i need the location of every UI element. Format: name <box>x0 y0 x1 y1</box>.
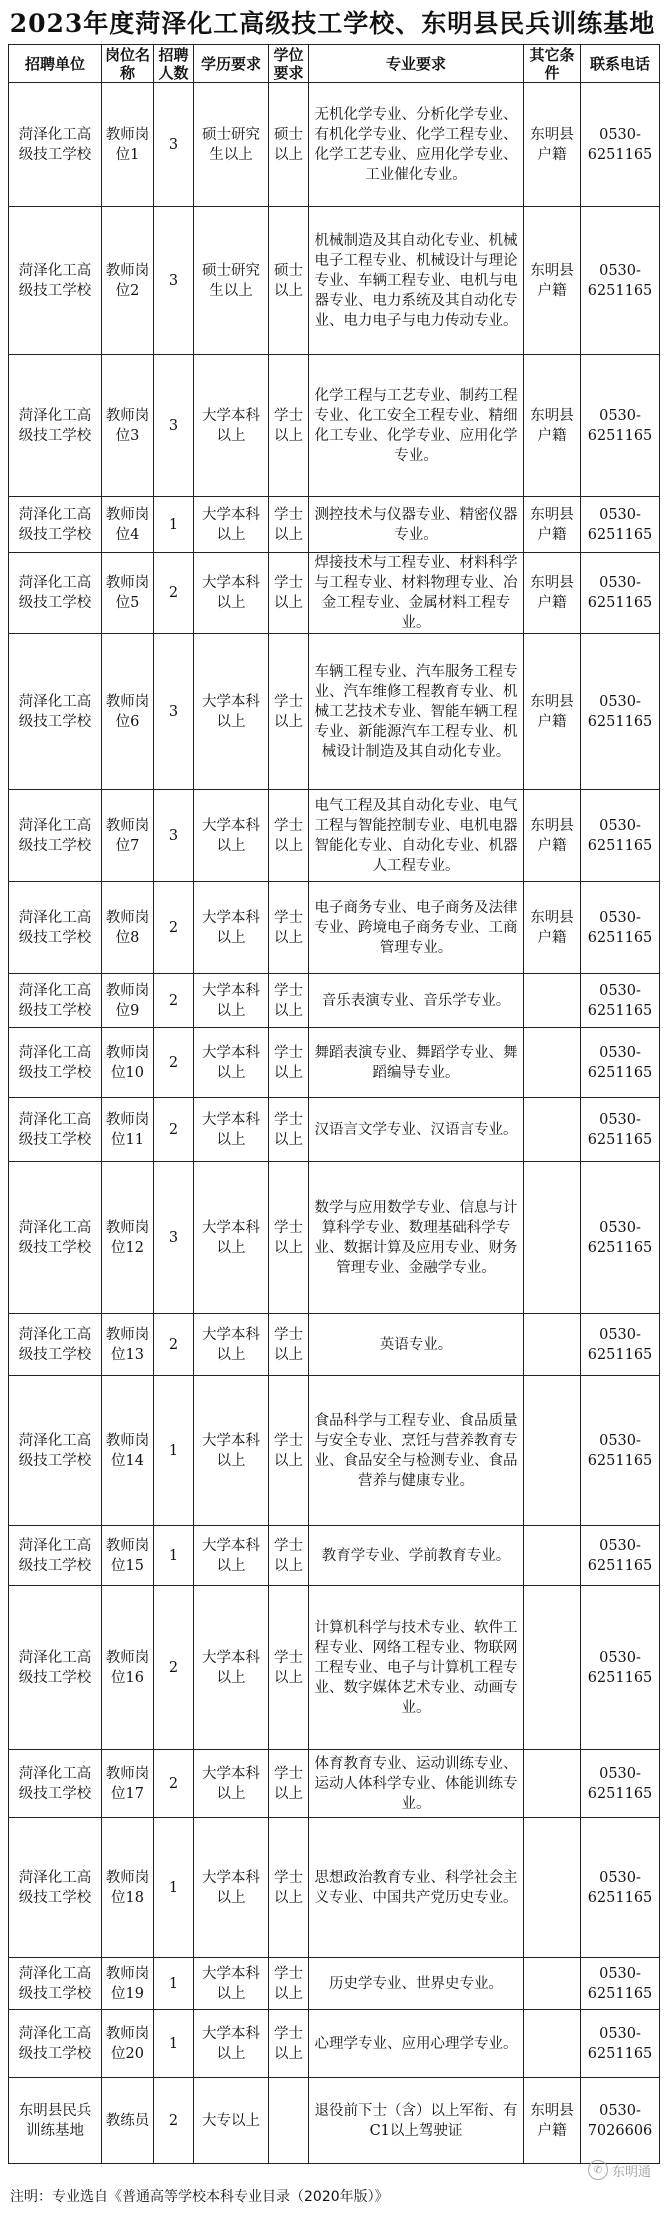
watermark <box>588 2160 651 2180</box>
header-major: 专业要求 <box>309 45 524 83</box>
cell-degree: 学士以上 <box>269 2010 309 2078</box>
cell-degree: 学士以上 <box>269 1028 309 1098</box>
cell-degree: 学士以上 <box>269 1586 309 1750</box>
cell-count: 2 <box>154 1314 194 1376</box>
cell-count: 2 <box>154 1098 194 1162</box>
cell-major: 体育教育专业、运动训练专业、运动人体科学专业、体能训练专业。 <box>309 1750 524 1818</box>
cell-major: 舞蹈表演专业、舞蹈学专业、舞蹈编导专业。 <box>309 1028 524 1098</box>
cell-edu: 大学本科以上 <box>194 1376 269 1526</box>
cell-major: 电子商务专业、电子商务及法律专业、跨境电子商务专业、工商管理专业。 <box>309 882 524 974</box>
cell-degree: 硕士以上 <box>269 207 309 355</box>
cell-post: 教师岗位18 <box>102 1818 154 1958</box>
cell-degree: 学士以上 <box>269 882 309 974</box>
cell-post: 教师岗位12 <box>102 1162 154 1314</box>
cell-major: 退役前下士（含）以上军衔、有C1以上驾驶证 <box>309 2078 524 2164</box>
cell-major: 音乐表演专业、音乐学专业。 <box>309 974 524 1028</box>
cell-post: 教师岗位7 <box>102 790 154 882</box>
cell-major: 英语专业。 <box>309 1314 524 1376</box>
cell-count: 2 <box>154 1028 194 1098</box>
cell-edu: 硕士研究生以上 <box>194 83 269 207</box>
table-row <box>9 553 660 634</box>
table-row <box>9 2010 660 2078</box>
cell-unit: 菏泽化工高级技工学校 <box>9 1162 102 1314</box>
cell-unit: 菏泽化工高级技工学校 <box>9 83 102 207</box>
cell-major: 测控技术与仪器专业、精密仪器专业。 <box>309 497 524 553</box>
table-row <box>9 790 660 882</box>
cell-count: 2 <box>154 553 194 634</box>
cell-count: 2 <box>154 882 194 974</box>
table-row <box>9 1818 660 1958</box>
cell-count: 3 <box>154 83 194 207</box>
cell-phone: 0530-6251165 <box>581 553 660 634</box>
cell-count: 1 <box>154 497 194 553</box>
cell-phone: 0530-6251165 <box>581 83 660 207</box>
cell-unit: 菏泽化工高级技工学校 <box>9 497 102 553</box>
cell-edu: 大学本科以上 <box>194 1526 269 1586</box>
cell-edu: 大专以上 <box>194 2078 269 2164</box>
cell-phone: 0530-6251165 <box>581 1818 660 1958</box>
cell-other: 东明县户籍 <box>524 553 581 634</box>
cell-degree: 学士以上 <box>269 1526 309 1586</box>
cell-other <box>524 1818 581 1958</box>
cell-other <box>524 1526 581 1586</box>
footnote: 注明：专业选自《普通高等学校本科专业目录（2020年版）》 <box>10 2189 389 2205</box>
table-row <box>9 1586 660 1750</box>
cell-unit: 菏泽化工高级技工学校 <box>9 1098 102 1162</box>
cell-edu: 大学本科以上 <box>194 790 269 882</box>
cell-degree: 学士以上 <box>269 1098 309 1162</box>
cell-edu: 大学本科以上 <box>194 2010 269 2078</box>
table-row <box>9 634 660 790</box>
header-phone: 联系电话 <box>581 45 660 83</box>
cell-degree: 学士以上 <box>269 1162 309 1314</box>
cell-unit: 菏泽化工高级技工学校 <box>9 1750 102 1818</box>
header-count: 招聘人数 <box>154 45 194 83</box>
cell-count: 3 <box>154 207 194 355</box>
table-row <box>9 882 660 974</box>
cell-phone: 0530-6251165 <box>581 882 660 974</box>
cell-edu: 硕士研究生以上 <box>194 207 269 355</box>
cell-other <box>524 1586 581 1750</box>
cell-post: 教师岗位20 <box>102 2010 154 2078</box>
cell-other <box>524 1028 581 1098</box>
cell-other: 东明县户籍 <box>524 882 581 974</box>
cell-major: 食品科学与工程专业、食品质量与安全专业、烹饪与营养教育专业、食品安全与检测专业、食品营养与健康专业。 <box>309 1376 524 1526</box>
cell-other <box>524 1376 581 1526</box>
cell-edu: 大学本科以上 <box>194 355 269 497</box>
cell-edu: 大学本科以上 <box>194 1162 269 1314</box>
cell-other <box>524 1098 581 1162</box>
cell-major: 电气工程及其自动化专业、电气工程与智能控制专业、电机电器智能化专业、自动化专业、机器人工程专业。 <box>309 790 524 882</box>
cell-post: 教师岗位9 <box>102 974 154 1028</box>
table-row <box>9 2078 660 2164</box>
cell-degree: 学士以上 <box>269 1818 309 1958</box>
cell-phone: 0530-6251165 <box>581 1314 660 1376</box>
cell-count: 1 <box>154 1376 194 1526</box>
cell-edu: 大学本科以上 <box>194 1958 269 2010</box>
cell-phone: 0530-6251165 <box>581 974 660 1028</box>
cell-post: 教师岗位19 <box>102 1958 154 2010</box>
cell-phone: 0530-6251165 <box>581 1028 660 1098</box>
cell-degree: 硕士以上 <box>269 83 309 207</box>
cell-count: 2 <box>154 974 194 1028</box>
table-row <box>9 207 660 355</box>
cell-post: 教师岗位3 <box>102 355 154 497</box>
cell-phone: 0530-6251165 <box>581 1162 660 1314</box>
cell-other <box>524 974 581 1028</box>
cell-degree: 学士以上 <box>269 974 309 1028</box>
header-degree: 学位要求 <box>269 45 309 83</box>
cell-other: 东明县户籍 <box>524 497 581 553</box>
cell-phone: 0530-6251165 <box>581 2010 660 2078</box>
cell-unit: 菏泽化工高级技工学校 <box>9 790 102 882</box>
cell-edu: 大学本科以上 <box>194 634 269 790</box>
cell-post: 教师岗位14 <box>102 1376 154 1526</box>
cell-phone: 0530-6251165 <box>581 1958 660 2010</box>
cell-phone: 0530-6251165 <box>581 1526 660 1586</box>
cell-count: 3 <box>154 790 194 882</box>
cell-post: 教师岗位15 <box>102 1526 154 1586</box>
cell-degree: 学士以上 <box>269 1314 309 1376</box>
cell-unit: 菏泽化工高级技工学校 <box>9 882 102 974</box>
cell-edu: 大学本科以上 <box>194 1314 269 1376</box>
cell-phone: 0530-6251165 <box>581 1376 660 1526</box>
cell-phone: 0530-6251165 <box>581 1750 660 1818</box>
cell-degree: 学士以上 <box>269 1958 309 2010</box>
header-post: 岗位名称 <box>102 45 154 83</box>
cell-major: 心理学专业、应用心理学专业。 <box>309 2010 524 2078</box>
page-title: 2023年度菏泽化工高级技工学校、东明县民兵训练基地 <box>9 9 656 38</box>
cell-count: 3 <box>154 355 194 497</box>
cell-edu: 大学本科以上 <box>194 882 269 974</box>
cell-count: 3 <box>154 1162 194 1314</box>
table-row <box>9 974 660 1028</box>
table-row <box>9 83 660 207</box>
cell-other: 东明县户籍 <box>524 207 581 355</box>
cell-other <box>524 1750 581 1818</box>
cell-other: 东明县户籍 <box>524 355 581 497</box>
cell-edu: 大学本科以上 <box>194 553 269 634</box>
cell-phone: 0530-6251165 <box>581 1098 660 1162</box>
cell-edu: 大学本科以上 <box>194 1750 269 1818</box>
cell-degree <box>269 2078 309 2164</box>
cell-edu: 大学本科以上 <box>194 974 269 1028</box>
cell-post: 教师岗位16 <box>102 1586 154 1750</box>
cell-edu: 大学本科以上 <box>194 1028 269 1098</box>
cell-major: 计算机科学与技术专业、软件工程专业、网络工程专业、物联网工程专业、电子与计算机工程专业、数字媒体艺术专业、动画专业。 <box>309 1586 524 1750</box>
cell-unit: 菏泽化工高级技工学校 <box>9 634 102 790</box>
cell-other: 东明县户籍 <box>524 634 581 790</box>
cell-major: 无机化学专业、分析化学专业、有机化学专业、化学工程专业、化学工艺专业、应用化学专业、工业催化专业。 <box>309 83 524 207</box>
cell-major: 车辆工程专业、汽车服务工程专业、汽车维修工程教育专业、机械工艺技术专业、智能车辆工程专业、新能源汽车工程专业、机械设计制造及其自动化专业。 <box>309 634 524 790</box>
cell-post: 教师岗位5 <box>102 553 154 634</box>
cell-other: 东明县户籍 <box>524 2078 581 2164</box>
cell-major: 数学与应用数学专业、信息与计算科学专业、数理基础科学专业、数据计算及应用专业、财务管理专业、金融学专业。 <box>309 1162 524 1314</box>
cell-post: 教师岗位17 <box>102 1750 154 1818</box>
cell-unit: 菏泽化工高级技工学校 <box>9 207 102 355</box>
cell-post: 教练员 <box>102 2078 154 2164</box>
header-edu: 学历要求 <box>194 45 269 83</box>
cell-degree: 学士以上 <box>269 790 309 882</box>
cell-unit: 菏泽化工高级技工学校 <box>9 1958 102 2010</box>
cell-count: 1 <box>154 2010 194 2078</box>
table-row <box>9 1314 660 1376</box>
cell-unit: 菏泽化工高级技工学校 <box>9 1586 102 1750</box>
table-row <box>9 1958 660 2010</box>
cell-phone: 0530-7026606 <box>581 2078 660 2164</box>
cell-unit: 菏泽化工高级技工学校 <box>9 1818 102 1958</box>
cell-phone: 0530-6251165 <box>581 1586 660 1750</box>
cell-post: 教师岗位4 <box>102 497 154 553</box>
cell-count: 2 <box>154 1586 194 1750</box>
cell-major: 思想政治教育专业、科学社会主义专业、中国共产党历史专业。 <box>309 1818 524 1958</box>
cell-other <box>524 2010 581 2078</box>
cell-count: 1 <box>154 1818 194 1958</box>
table-row <box>9 1028 660 1098</box>
cell-major: 机械制造及其自动化专业、机械电子工程专业、机械设计与理论专业、车辆工程专业、电机与电器专业、电力系统及其自动化专业、电力电子与电力传动专业。 <box>309 207 524 355</box>
watermark-text: 东明通 <box>611 2164 651 2180</box>
table-row <box>9 497 660 553</box>
header-row <box>9 45 660 83</box>
header-other: 其它条件 <box>524 45 581 83</box>
cell-other <box>524 1314 581 1376</box>
cell-edu: 大学本科以上 <box>194 1586 269 1750</box>
cell-count: 1 <box>154 1958 194 2010</box>
cell-major: 教育学专业、学前教育专业。 <box>309 1526 524 1586</box>
cell-degree: 学士以上 <box>269 634 309 790</box>
cell-post: 教师岗位10 <box>102 1028 154 1098</box>
cell-phone: 0530-6251165 <box>581 355 660 497</box>
cell-major: 汉语言文学专业、汉语言专业。 <box>309 1098 524 1162</box>
cell-degree: 学士以上 <box>269 553 309 634</box>
cell-count: 2 <box>154 1750 194 1818</box>
cell-post: 教师岗位1 <box>102 83 154 207</box>
table-row <box>9 1162 660 1314</box>
header-unit: 招聘单位 <box>9 45 102 83</box>
cell-phone: 0530-6251165 <box>581 790 660 882</box>
cell-edu: 大学本科以上 <box>194 497 269 553</box>
cell-other: 东明县户籍 <box>524 790 581 882</box>
table-row <box>9 1526 660 1586</box>
cell-other: 东明县户籍 <box>524 83 581 207</box>
table-row <box>9 1098 660 1162</box>
cell-major: 历史学专业、世界史专业。 <box>309 1958 524 2010</box>
cell-post: 教师岗位2 <box>102 207 154 355</box>
cell-unit: 菏泽化工高级技工学校 <box>9 2010 102 2078</box>
cell-unit: 菏泽化工高级技工学校 <box>9 974 102 1028</box>
cell-major: 化学工程与工艺专业、制药工程专业、化工安全工程专业、精细化工专业、化学专业、应用化学专业。 <box>309 355 524 497</box>
cell-phone: 0530-6251165 <box>581 207 660 355</box>
cell-other <box>524 1162 581 1314</box>
cell-post: 教师岗位6 <box>102 634 154 790</box>
cell-edu: 大学本科以上 <box>194 1818 269 1958</box>
table-row <box>9 1376 660 1526</box>
cell-unit: 菏泽化工高级技工学校 <box>9 1028 102 1098</box>
cell-other <box>524 1958 581 2010</box>
cell-edu: 大学本科以上 <box>194 1098 269 1162</box>
cell-count: 2 <box>154 2078 194 2164</box>
table-row <box>9 355 660 497</box>
cell-degree: 学士以上 <box>269 497 309 553</box>
cell-phone: 0530-6251165 <box>581 497 660 553</box>
cell-unit: 菏泽化工高级技工学校 <box>9 355 102 497</box>
cell-unit: 菏泽化工高级技工学校 <box>9 1526 102 1586</box>
cell-post: 教师岗位11 <box>102 1098 154 1162</box>
cell-phone: 0530-6251165 <box>581 634 660 790</box>
cell-unit: 东明县民兵训练基地 <box>9 2078 102 2164</box>
cell-degree: 学士以上 <box>269 1750 309 1818</box>
cell-unit: 菏泽化工高级技工学校 <box>9 553 102 634</box>
cell-degree: 学士以上 <box>269 1376 309 1526</box>
cell-post: 教师岗位8 <box>102 882 154 974</box>
cell-degree: 学士以上 <box>269 355 309 497</box>
cell-major: 焊接技术与工程专业、材料科学与工程专业、材料物理专业、冶金工程专业、金属材料工程专业。 <box>309 553 524 634</box>
cell-count: 1 <box>154 1526 194 1586</box>
cell-unit: 菏泽化工高级技工学校 <box>9 1314 102 1376</box>
cell-post: 教师岗位13 <box>102 1314 154 1376</box>
wechat-logo-icon: ✆ <box>588 2160 608 2180</box>
cell-count: 3 <box>154 634 194 790</box>
cell-unit: 菏泽化工高级技工学校 <box>9 1376 102 1526</box>
table-row <box>9 1750 660 1818</box>
recruitment-table <box>8 44 660 2164</box>
